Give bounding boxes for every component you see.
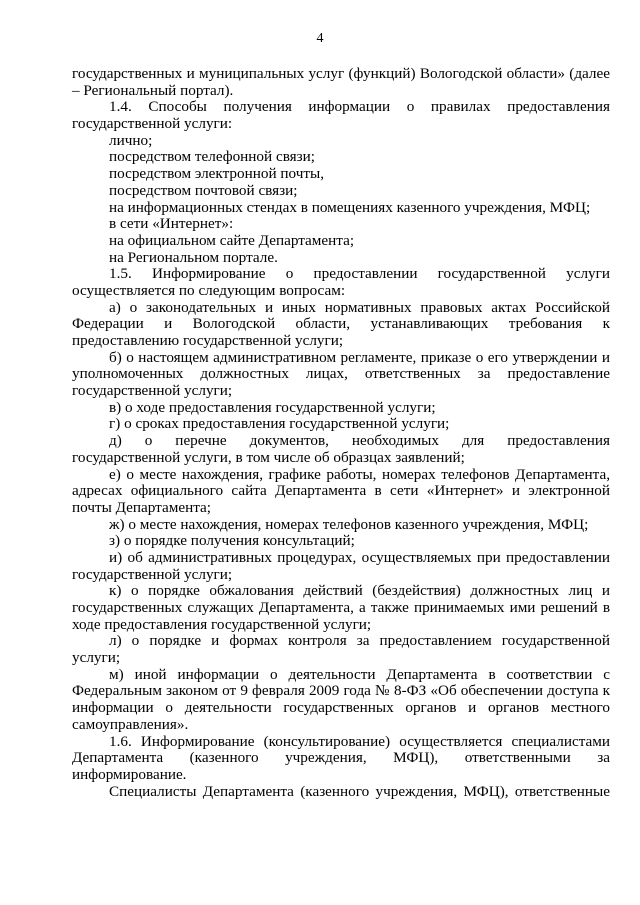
text-line: государственной услуги: xyxy=(72,115,233,133)
text-line: предоставлению государственной услуги; xyxy=(72,332,344,349)
text-line: 1.5. Информирование о предоставлении государственной услуги xyxy=(109,265,610,283)
text-line: – Региональный портал). xyxy=(72,81,234,99)
text-line: ходе предоставления государственной услуги; xyxy=(72,615,372,633)
text-line: г) о сроках предоставления государственной услуги; xyxy=(109,415,450,433)
text-line: д) о перечне документов, необходимых для предоставления xyxy=(109,432,610,450)
text-line: уполномоченных должностных лицах, ответственных за предоставление xyxy=(72,365,610,383)
text-line: государственной услуги; xyxy=(72,565,233,583)
text-line: Федерации и Вологодской области, устанавливающих требования к xyxy=(72,315,610,333)
text-line: самоуправления». xyxy=(72,715,189,733)
text-line: м) иной информации о деятельности Департамента в соответствии с xyxy=(109,665,610,683)
text-line: в) о ходе предоставления государственной услуги; xyxy=(109,398,436,416)
text-line: на Региональном портале. xyxy=(109,248,278,266)
text-line: услуги; xyxy=(72,649,121,667)
text-line: ж) о месте нахождения, номерах телефонов казенного учреждения, МФЦ; xyxy=(109,515,589,533)
text-line: Департамента (казенного учреждения, МФЦ), ответственными за xyxy=(72,749,610,767)
text-line: адресах официального сайта Департамента в сети «Интернет» и электронной xyxy=(72,482,610,500)
text-line: государственной услуги, в том числе об образцах заявлений; xyxy=(72,448,465,466)
text-line: 1.6. Информирование (консультирование) осуществляется специалистами xyxy=(109,732,610,750)
text-line: 1.4. Способы получения информации о правилах предоставления xyxy=(109,98,610,116)
text-line: л) о порядке и формах контроля за предоставлением государственной xyxy=(109,632,610,650)
document-body xyxy=(72,66,610,800)
text-line: информации о деятельности государственных органов и органов местного xyxy=(72,699,610,717)
text-line: а) о законодательных и иных нормативных правовых актах Российской xyxy=(109,298,610,316)
text-line: в сети «Интернет»: xyxy=(109,215,234,233)
page-number: 4 xyxy=(316,31,324,46)
text-line: на информационных стендах в помещениях казенного учреждения, МФЦ; xyxy=(109,198,591,216)
text-line: Федеральным законом от 9 февраля 2009 года № 8-ФЗ «Об обеспечении доступа к xyxy=(72,682,610,700)
text-line: б) о настоящем административном регламенте, приказе о его утверждении и xyxy=(109,348,610,366)
text-line: почты Департамента; xyxy=(72,498,211,516)
text-line: посредством электронной почты, xyxy=(109,165,324,183)
text-line: посредством почтовой связи; xyxy=(109,181,298,199)
text-line: посредством телефонной связи; xyxy=(109,148,315,166)
text-line: осуществляется по следующим вопросам: xyxy=(72,281,346,299)
text-line: государственной услуги; xyxy=(72,382,233,400)
text-line: е) о месте нахождения, графике работы, номерах телефонов Департамента, xyxy=(109,465,610,483)
text-line: лично; xyxy=(109,131,153,149)
text-line: на официальном сайте Департамента; xyxy=(109,231,355,249)
text-line: Специалисты Департамента (казенного учреждения, МФЦ), ответственные xyxy=(109,782,610,800)
text-line: информирование. xyxy=(72,765,187,783)
text-line: з) о порядке получения консультаций; xyxy=(109,532,355,550)
text-line: государственных и муниципальных услуг (функций) Вологодской области» (далее xyxy=(72,65,610,82)
text-line: к) о порядке обжалования действий (бездействия) должностных лиц и xyxy=(109,582,610,600)
text-line: государственных служащих Департамента, а также принимаемых ими решений в xyxy=(72,599,610,616)
text-line: и) об административных процедурах, осуществляемых при предоставлении xyxy=(109,548,610,566)
